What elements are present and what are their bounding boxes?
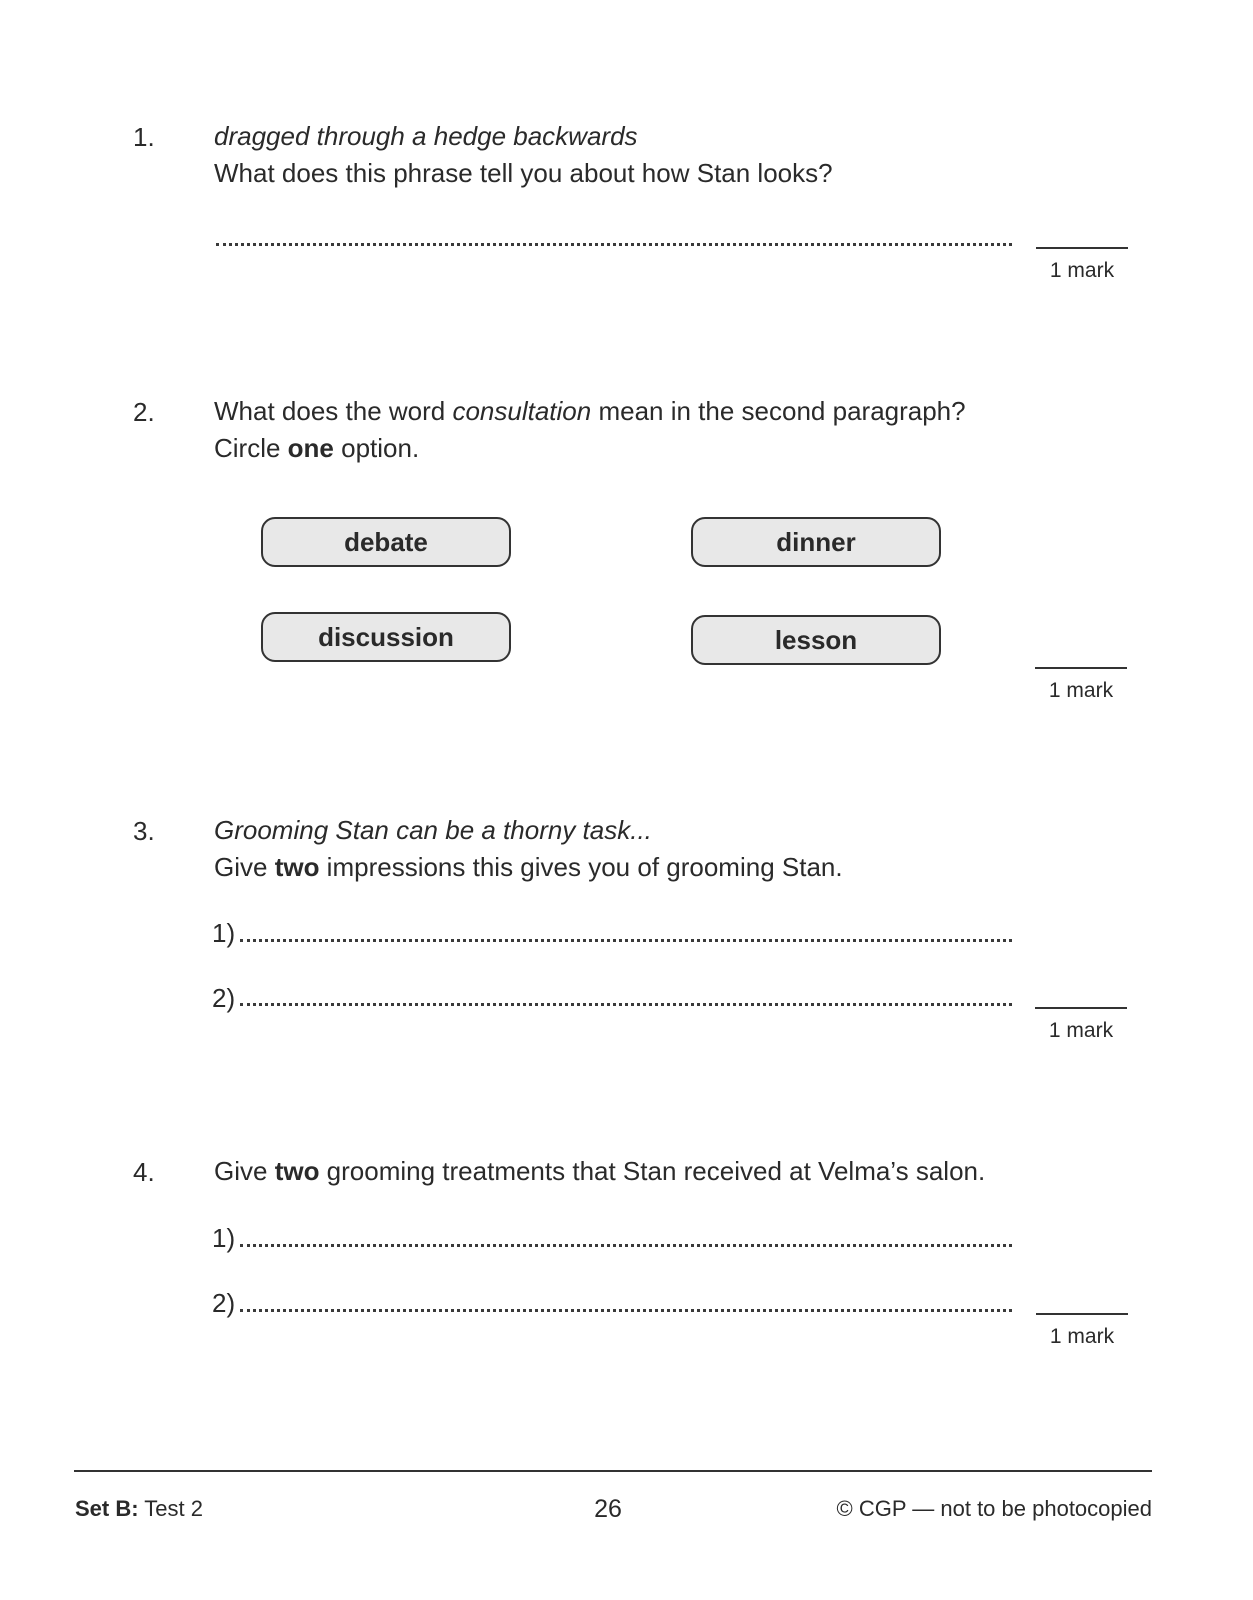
question-4-prompt [214,1153,985,1190]
question-1-number: 1. [133,122,155,152]
question-1-mark: 1 mark [1049,259,1115,282]
footer-set-label [75,1496,203,1522]
question-1-answer-line[interactable] [216,243,1012,246]
copyright-notice: © CGP — not to be photocopied [836,1496,1152,1521]
option-debate[interactable]: debate [261,517,511,567]
question-4-mark: 1 mark [1049,1325,1115,1348]
question-3-answer-2-label: 2) [212,983,236,1013]
question-4-answer-1-label: 1) [212,1223,236,1253]
question-3-prompt-end: impressions this gives you of grooming Stan. [319,852,843,882]
question-3-text [214,812,843,886]
footer-set: Set B: [75,1496,139,1521]
question-1-quote: dragged through a hedge backwards [214,121,638,151]
footer-test: Test 2 [138,1496,203,1521]
footer-rule [74,1470,1152,1472]
question-1-text [214,118,833,192]
question-2-mark-box [1035,667,1127,669]
question-2-text [214,393,966,467]
question-4-answer-1-line[interactable] [240,1244,1012,1247]
question-4-prompt-end: grooming treatments that Stan received at Velma’s salon. [319,1156,986,1186]
question-3-mark: 1 mark [1048,1019,1114,1042]
option-lesson[interactable]: lesson [691,615,941,665]
question-2-number: 2. [133,397,155,427]
question-3-prompt-start: Give [214,852,275,882]
question-2-keyword: consultation [452,396,592,426]
question-3-prompt-emphasis: two [274,852,320,882]
question-3-answer-2-line[interactable] [240,1003,1012,1006]
question-4-mark-box [1036,1313,1128,1315]
question-1-mark-box [1036,247,1128,249]
question-4-text [214,1153,985,1190]
question-2-mark: 1 mark [1048,679,1114,702]
question-2-prompt-start: What does the word [214,396,453,426]
question-4-answer-2-label: 2) [212,1288,236,1318]
option-dinner[interactable]: dinner [691,517,941,567]
question-3-mark-box [1035,1007,1127,1009]
question-2-instruction [214,430,966,467]
question-4-answer-2-line[interactable] [240,1309,1012,1312]
question-2-instruction-start: Circle [214,433,288,463]
question-3-quote: Grooming Stan can be a thorny task... [214,815,652,845]
question-4-number: 4. [133,1157,155,1187]
question-2-instruction-emphasis: one [287,433,334,463]
question-1-prompt: What does this phrase tell you about how Stan looks? [214,158,833,188]
question-3-answer-1-line[interactable] [240,939,1012,942]
question-4-prompt-start: Give [214,1156,275,1186]
question-4-prompt-emphasis: two [274,1156,320,1186]
question-3-number: 3. [133,816,155,846]
page-number: 26 [594,1495,622,1523]
question-3-prompt [214,849,843,886]
question-2-instruction-end: option. [333,433,420,463]
question-2-prompt-end: mean in the second paragraph? [591,396,966,426]
question-2-prompt [214,393,966,430]
option-discussion[interactable]: discussion [261,612,511,662]
question-3-answer-1-label: 1) [212,918,236,948]
